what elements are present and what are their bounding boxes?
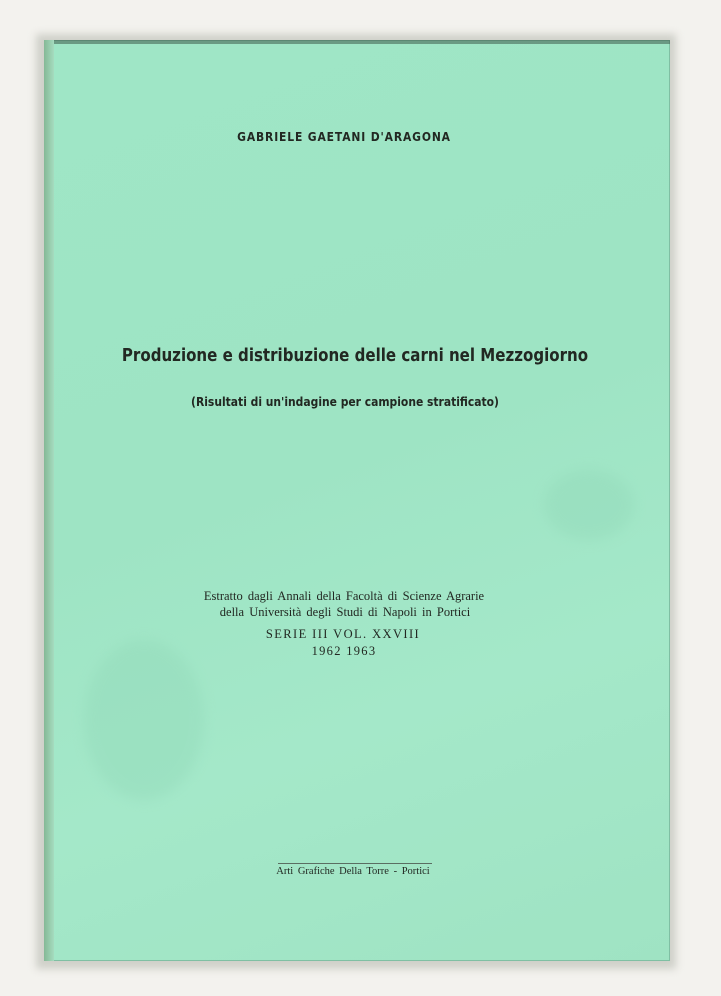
cover-spine-edge	[44, 40, 54, 961]
book-title: Produzione e distribuzione delle carni nel Mezzogiorno	[121, 346, 589, 366]
author-name: GABRIELE GAETANI D'ARAGONA	[237, 129, 451, 144]
series-volume: SERIE III VOL. XXVIII	[265, 627, 421, 641]
publication-years: 1962 1963	[311, 644, 377, 658]
cover-top-edge	[44, 40, 670, 44]
book-subtitle: (Risultati di un'indagine per campione stratificato)	[191, 394, 499, 409]
paper-stain	[544, 470, 634, 540]
paper-stain	[84, 640, 204, 800]
printer-imprint: Arti Grafiche Della Torre - Portici	[276, 866, 430, 877]
extract-note-line-2: della Università degli Studi di Napoli in Portici	[219, 605, 471, 619]
extract-note-line-1: Estratto dagli Annali della Facoltà di Scienze Agrarie	[203, 589, 485, 603]
book-cover	[44, 40, 670, 961]
printer-rule	[278, 863, 432, 864]
